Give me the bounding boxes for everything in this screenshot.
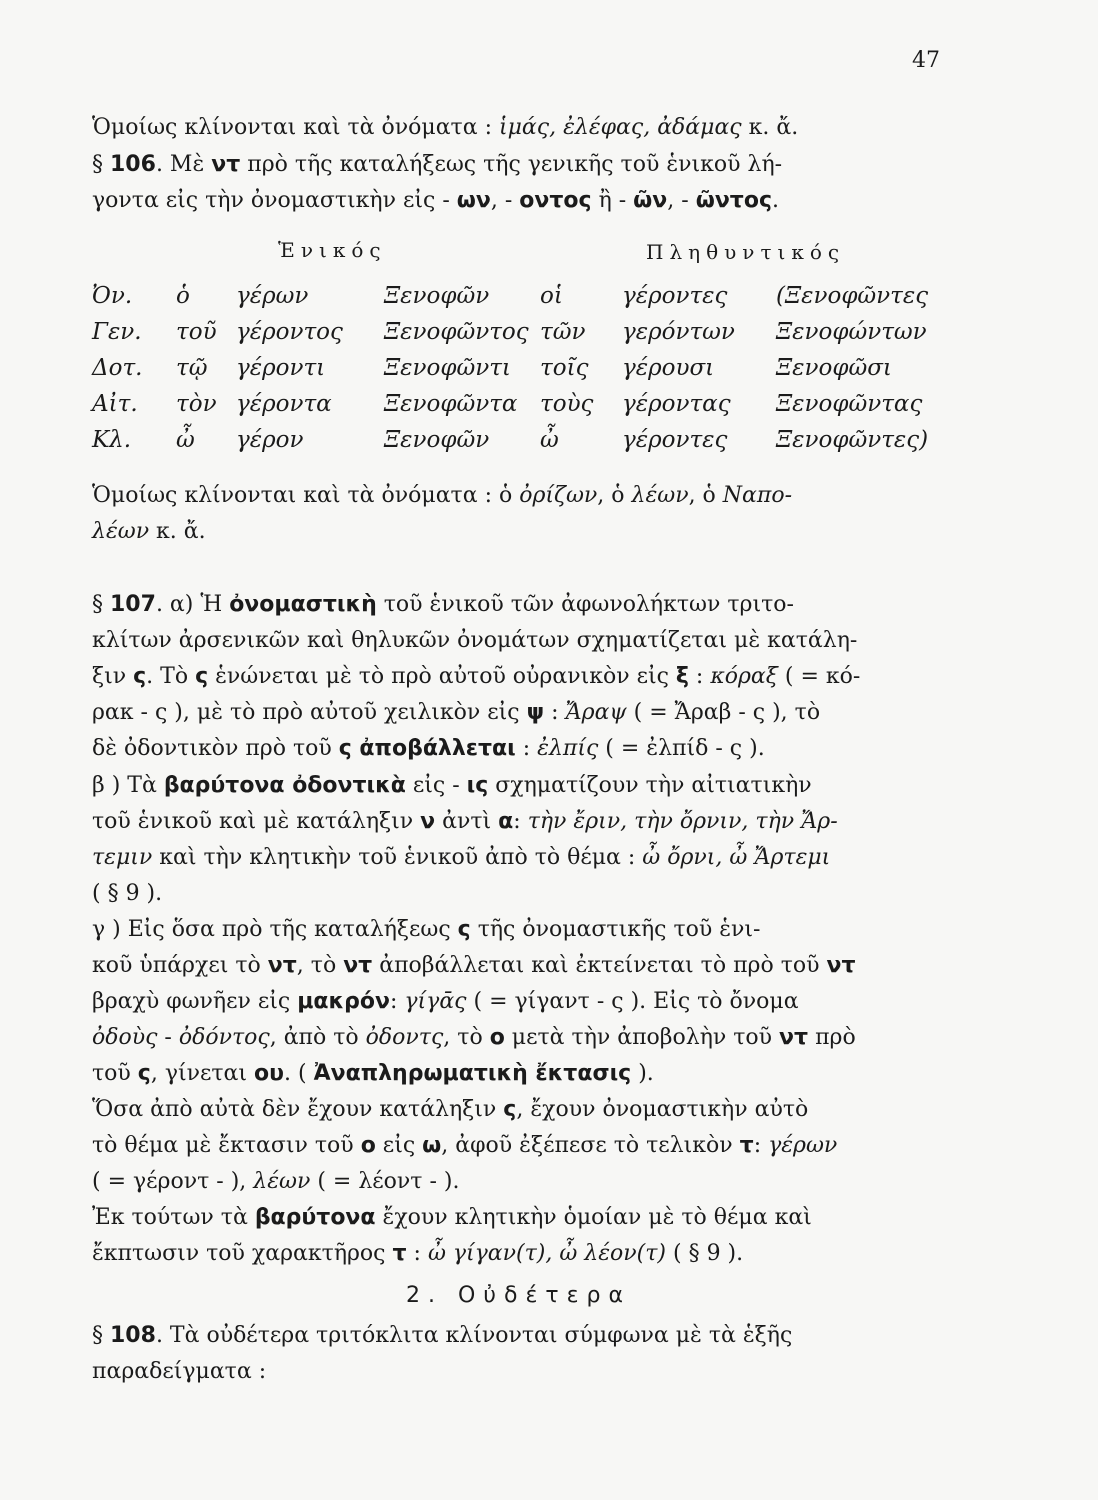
table-cell-xen_sg: Ξενοφῶντα (384, 391, 518, 417)
table-cell-xen_pl: Ξενοφῶντες) (776, 427, 929, 453)
text-line: γ ) Εἰς ὅσα πρὸ τῆς καταλήξεως ς τῆς ὀνομαστικῆς τοῦ ἑνι- (92, 917, 761, 942)
table-cell-xen_pl: Ξενοφῶσι (776, 355, 892, 381)
paragraph-107-line1: § 107. α) Ἡ ὀνομαστικὴ τοῦ ἑνικοῦ τῶν ἀφωνολήκτων τριτο- (92, 592, 794, 617)
text-line: κλίτων ἀρσενικῶν καὶ θηλυκῶν ὀνομάτων σχηματίζεται μὲ κατάλη- (92, 628, 858, 653)
table-cell-case: Κλ. (92, 427, 132, 453)
table-cell-xen_pl: (Ξενοφῶντες (776, 283, 929, 309)
text-line: τεμιν καὶ τὴν κλητικὴν τοῦ ἑνικοῦ ἀπὸ τὸ θέμα : ὦ ὄρνι, ὦ Ἄρτεμι (92, 845, 831, 870)
text-line: Ὁμοίως κλίνονται καὶ τὰ ὀνόματα : ὁ ὀρίζων, ὁ λέων, ὁ Ναπο- (92, 483, 793, 508)
table-cell-geron_pl: γέρουσι (622, 355, 715, 381)
table-cell-case: Δοτ. (92, 355, 143, 381)
table-cell-art_pl: οἱ (540, 283, 563, 309)
plural-header: Πληθυντικός (646, 240, 846, 264)
table-cell-xen_sg: Ξενοφῶντος (384, 319, 529, 345)
singular-header: Ἑνικός (278, 238, 387, 262)
table-cell-art_pl: τοῖς (540, 355, 589, 381)
table-cell-xen_pl: Ξενοφῶντας (776, 391, 923, 417)
table-cell-art_sg: ὁ (176, 283, 190, 309)
text-line: ἔκπτωσιν τοῦ χαρακτῆρος τ : ὦ γίγαν(τ), ὦ λέον(τ) ( § 9 ). (92, 1241, 744, 1266)
page-number: 47 (912, 48, 940, 73)
text-line: β ) Τὰ βαρύτονα ὀδοντικὰ εἰς - ις σχηματίζουν τὴν αἰτιατικὴν (92, 773, 812, 798)
paragraph-106-line1: § 106. Μὲ ντ πρὸ τῆς καταλήξεως τῆς γενικῆς τοῦ ἑνικοῦ λή- (92, 152, 783, 177)
text-line: λέων κ. ἄ. (92, 519, 206, 544)
table-cell-geron_sg: γέροντος (236, 319, 343, 345)
table-cell-art_pl: ὦ (540, 427, 559, 453)
text-line: τοῦ ἑνικοῦ καὶ μὲ κατάληξιν ν ἀντὶ α: τὴν ἔριν, τὴν ὄρνιν, τὴν Ἄρ- (92, 809, 838, 834)
text-line: κοῦ ὑπάρχει τὸ ντ, τὸ ντ ἀποβάλλεται καὶ ἐκτείνεται τὸ πρὸ τοῦ ντ (92, 953, 856, 978)
table-cell-xen_sg: Ξενοφῶν (384, 283, 490, 309)
text-line: Ὁμοίως κλίνονται καὶ τὰ ὀνόματα : ἱμάς, ἐλέφας, ἀδάμας κ. ἄ. (92, 115, 799, 140)
table-cell-art_pl: τοὺς (540, 391, 594, 417)
table-cell-geron_pl: γέροντας (622, 391, 731, 417)
table-cell-art_pl: τῶν (540, 319, 586, 345)
paragraph-108-line1: § 108. Τὰ οὐδέτερα τριτόκλιτα κλίνονται σύμφωνα μὲ τὰ ἑξῆς (92, 1323, 793, 1348)
paragraph-106-line2: γοντα εἰς τὴν ὀνομαστικὴν εἰς - ων, - οντος ἢ - ῶν, - ῶντος. (92, 188, 780, 213)
table-cell-geron_sg: γέρων (236, 283, 309, 309)
table-cell-case: Αἰτ. (92, 391, 138, 417)
table-cell-art_sg: ὦ (176, 427, 195, 453)
text-line: βραχὺ φωνῆεν εἰς μακρόν: γίγᾱς ( = γίγαντ - ς ). Εἰς τὸ ὄνομα (92, 989, 799, 1014)
text-line: ὀδοὺς - ὀδόντος, ἀπὸ τὸ ὀδοντς, τὸ ο μετὰ τὴν ἀποβολὴν τοῦ ντ πρὸ (92, 1025, 856, 1050)
table-cell-case: Γεν. (92, 319, 142, 345)
text-line: ρακ - ς ), μὲ τὸ πρὸ αὐτοῦ χειλικὸν εἰς ψ : Ἄραψ ( = Ἄραβ - ς ), τὸ (92, 700, 821, 725)
text-line: ( § 9 ). (92, 881, 163, 906)
table-cell-xen_sg: Ξενοφῶντι (384, 355, 511, 381)
table-cell-art_sg: τῷ (176, 355, 208, 381)
text-line: ( = γέροντ - ), λέων ( = λέοντ - ). (92, 1169, 460, 1194)
table-cell-xen_pl: Ξενοφώντων (776, 319, 927, 345)
table-cell-geron_sg: γέροντι (236, 355, 326, 381)
table-cell-geron_pl: γέροντες (622, 427, 728, 453)
table-cell-art_sg: τοῦ (176, 319, 217, 345)
text-line: τὸ θέμα μὲ ἔκτασιν τοῦ ο εἰς ω, ἀφοῦ ἐξέπεσε τὸ τελικὸν τ: γέρων (92, 1133, 838, 1158)
text-line: Ἐκ τούτων τὰ βαρύτονα ἔχουν κλητικὴν ὁμοίαν μὲ τὸ θέμα καὶ (92, 1205, 812, 1230)
table-cell-geron_pl: γέροντες (622, 283, 728, 309)
table-cell-geron_sg: γέροντα (236, 391, 332, 417)
section-heading: 2. Οὐδέτερα (406, 1283, 631, 1308)
text-line: ξιν ς. Τὸ ς ἑνώνεται μὲ τὸ πρὸ αὐτοῦ οὐρανικὸν εἰς ξ : κόραξ ( = κό- (92, 664, 861, 689)
table-cell-geron_pl: γερόντων (622, 319, 735, 345)
text-line: Ὅσα ἀπὸ αὐτὰ δὲν ἔχουν κατάληξιν ς, ἔχουν ὀνομαστικὴν αὐτὸ (92, 1097, 809, 1122)
table-cell-case: Ὀν. (92, 283, 133, 309)
text-line: τοῦ ς, γίνεται ου. ( Ἀναπληρωματικὴ ἔκτασις ). (92, 1061, 654, 1086)
table-cell-geron_sg: γέρον (236, 427, 304, 453)
text-line: παραδείγματα : (92, 1359, 267, 1384)
table-cell-art_sg: τὸν (176, 391, 217, 417)
text-line: δὲ ὀδοντικὸν πρὸ τοῦ ς ἀποβάλλεται : ἐλπίς ( = ἐλπίδ - ς ). (92, 736, 765, 761)
table-cell-xen_sg: Ξενοφῶν (384, 427, 490, 453)
